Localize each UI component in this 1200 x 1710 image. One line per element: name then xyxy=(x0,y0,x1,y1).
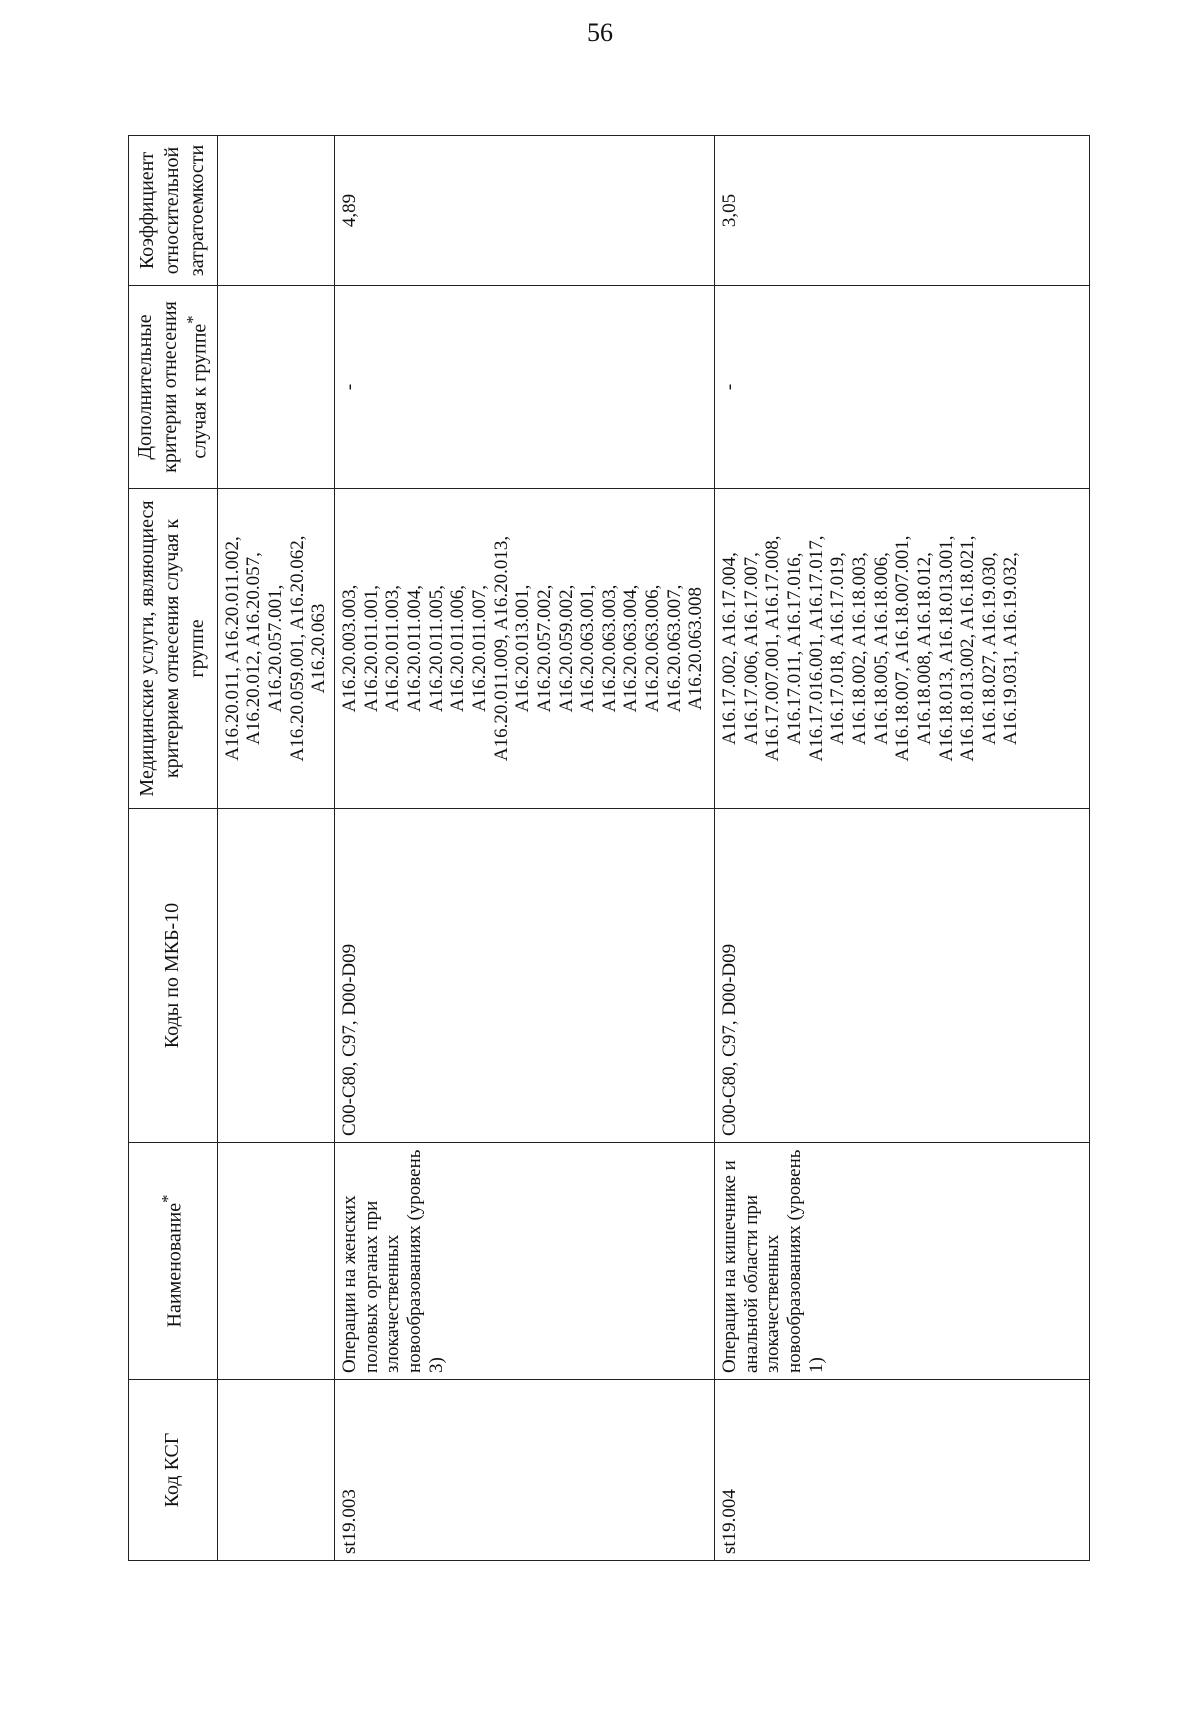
cell-mkb xyxy=(217,809,334,1143)
header-coef: Коэффициент относительной затратоемкости xyxy=(129,136,218,286)
header-services: Медицинские услуги, являющиеся критерием отнесения случая к группе xyxy=(129,489,218,809)
cell-mkb: C00-C80, C97, D00-D09 xyxy=(334,809,714,1143)
cell-name: Операции на женских половых органах при злокачественных новообразованиях (уровень 3) xyxy=(334,1143,714,1380)
table-row xyxy=(714,136,1089,1561)
cell-coef: 4,89 xyxy=(334,136,714,286)
table-container xyxy=(128,136,1073,1561)
cell-services: A16.17.002, A16.17.004, A16.17.006, A16.17.007, A16.17.007.001, A16.17.008, A16.17.011, A16.17.016, A16.17.016.001, A16.17.017, A16.17.018, A16.17.019, A16.18.002, A16.18.003, A16.18.005, A16.18.006, A16.18.007, A16.18.007.001, A16.18.008, A16.18.012, A16.18.013, A16.18.013.001, A16.18.013.002, A16.18.021, A16.18.027, A16.19.030, A16.19.031, A16.19.032, xyxy=(714,489,1089,809)
cell-extra: - xyxy=(714,286,1089,489)
cell-services: A16.20.003.003, A16.20.011.001, A16.20.011.003, A16.20.011.004, A16.20.011.005, A16.20.011.006, A16.20.011.007, A16.20.011.009, A16.20.013, A16.20.013.001, A16.20.057.002, A16.20.059.002, A16.20.063.001, A16.20.063.003, A16.20.063.004, A16.20.063.006, A16.20.063.007, A16.20.063.008 xyxy=(334,489,714,809)
cell-coef xyxy=(217,136,334,286)
ksg-table xyxy=(128,135,1090,1561)
header-name: Наименование* xyxy=(129,1143,218,1380)
cell-services: A16.20.011, A16.20.011.002, A16.20.012, A16.20.057, A16.20.057.001, A16.20.059.001, A16.20.062, A16.20.063 xyxy=(217,489,334,809)
cell-extra: - xyxy=(334,286,714,489)
cell-mkb: C00-C80, C97, D00-D09 xyxy=(714,809,1089,1143)
cell-extra xyxy=(217,286,334,489)
header-extra: Дополнительные критерии отнесения случая к группе* xyxy=(129,286,218,489)
table-row xyxy=(334,136,714,1561)
cell-name xyxy=(217,1143,334,1380)
page-number: 56 xyxy=(587,18,613,47)
table-row xyxy=(217,136,334,1561)
header-mkb: Коды по МКБ-10 xyxy=(129,809,218,1143)
cell-coef: 3,05 xyxy=(714,136,1089,286)
cell-name: Операции на кишечнике и анальной области при злокачественных новообразованиях (уровень 1) xyxy=(714,1143,1089,1380)
cell-code xyxy=(217,1380,334,1561)
header-code: Код КСГ xyxy=(129,1380,218,1561)
cell-code: st19.003 xyxy=(334,1380,714,1561)
table-header-row xyxy=(129,136,218,1561)
cell-code: st19.004 xyxy=(714,1380,1089,1561)
